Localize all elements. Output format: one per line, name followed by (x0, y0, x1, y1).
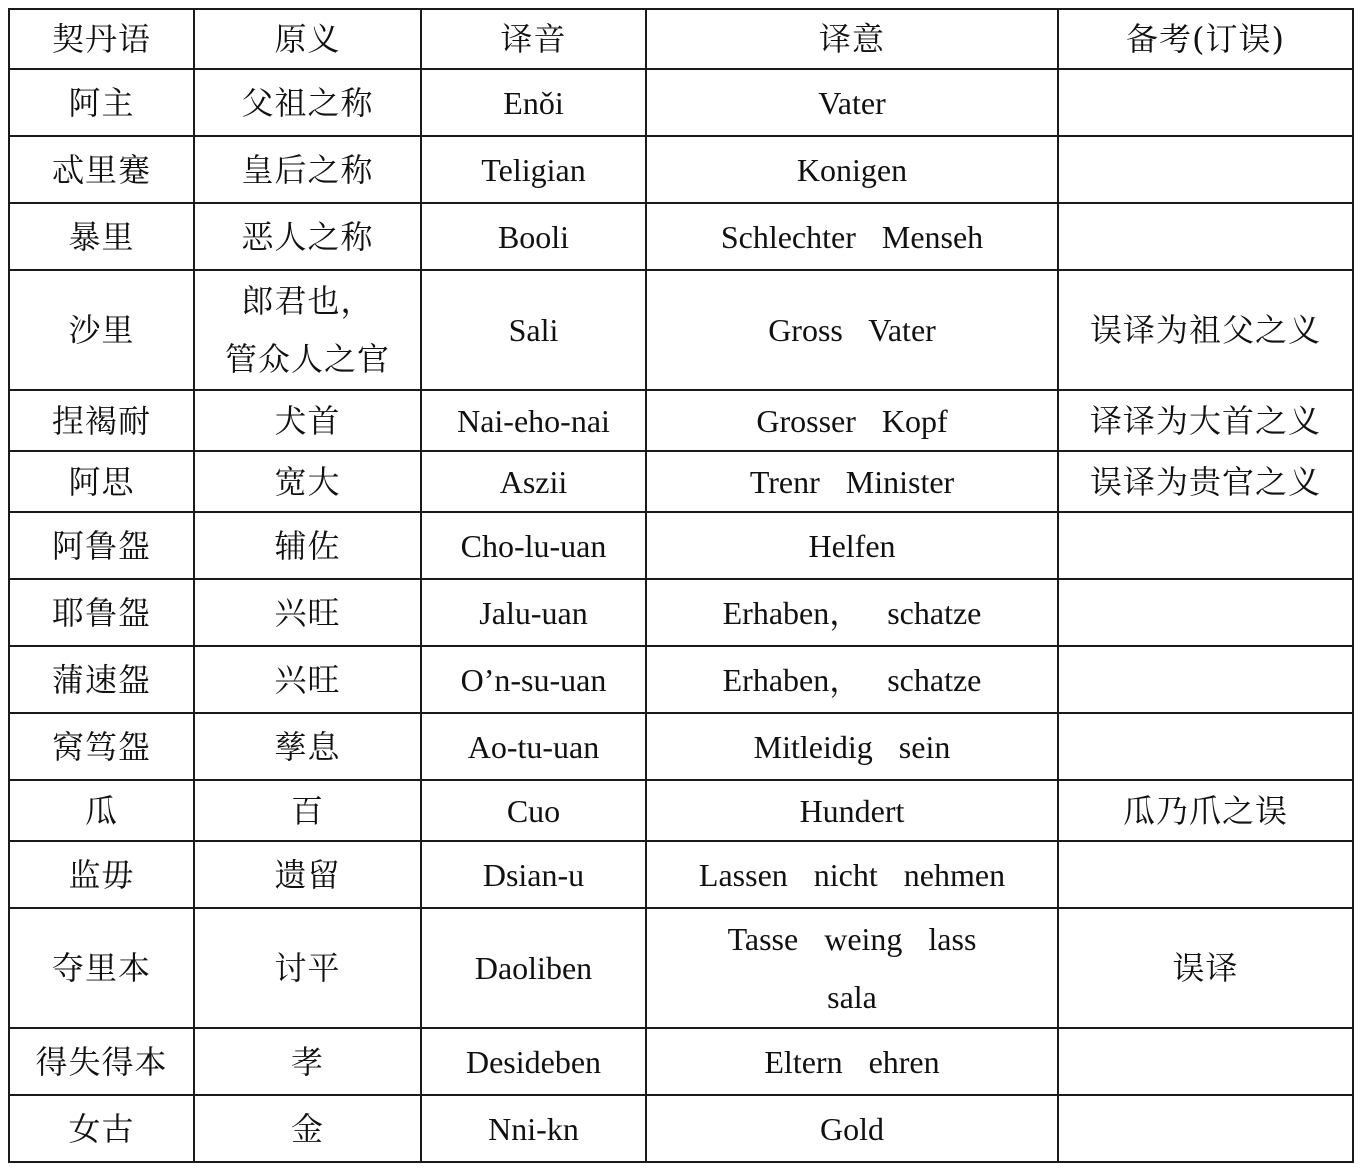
table-body (9, 69, 1353, 1162)
transliteration-cell (421, 841, 646, 908)
original-meaning-cell (194, 69, 421, 136)
translation-cell-text: Helfen (808, 527, 896, 564)
transliteration-cell-text: Ao-tu-uan (467, 728, 600, 765)
table-row (9, 136, 1353, 203)
khitan-word-cell (9, 136, 194, 203)
header-translation: 译意 (646, 9, 1058, 69)
original-meaning-cell-text: 父祖之称 (241, 83, 374, 122)
translation-cell-text: Trenr Minister (749, 463, 955, 500)
original-meaning-cell (194, 512, 421, 579)
translation-cell-text: Erhaben， schatze (722, 661, 982, 698)
khitan-word-cell (9, 203, 194, 270)
original-meaning-cell-text: 犬首 (274, 401, 341, 440)
original-meaning-cell-text: 皇后之称 (241, 150, 374, 189)
translation-cell (646, 1095, 1058, 1162)
transliteration-cell (421, 270, 646, 390)
table-row (9, 512, 1353, 579)
table-row (9, 451, 1353, 512)
original-meaning-cell-text: 兴旺 (274, 660, 341, 699)
original-meaning-cell-text: 金 (290, 1109, 324, 1148)
table-row (9, 203, 1353, 270)
khitan-word-cell-text: 阿思 (68, 462, 135, 501)
khitan-word-cell (9, 451, 194, 512)
khitan-word-cell (9, 1095, 194, 1162)
note-cell-text: 误译为祖父之义 (1089, 311, 1321, 349)
transliteration-cell (421, 1095, 646, 1162)
translation-cell (646, 390, 1058, 451)
original-meaning-cell (194, 579, 421, 646)
note-cell (1058, 1095, 1353, 1162)
translation-cell (646, 841, 1058, 908)
khitan-word-cell (9, 512, 194, 579)
transliteration-cell (421, 579, 646, 646)
translation-cell (646, 270, 1058, 390)
translation-cell-text: Tasse weing lass sala (727, 921, 977, 1015)
note-cell (1058, 451, 1353, 512)
translation-cell (646, 69, 1058, 136)
translation-cell-text: Mitleidig sein (753, 728, 951, 765)
translation-cell-text: Lassen nicht nehmen (698, 856, 1006, 893)
khitan-word-cell-text: 沙里 (68, 311, 135, 349)
original-meaning-cell (194, 203, 421, 270)
translation-cell (646, 451, 1058, 512)
note-cell (1058, 841, 1353, 908)
original-meaning-cell-text: 恶人之称 (241, 217, 374, 256)
transliteration-cell (421, 713, 646, 780)
transliteration-cell-text: Booli (497, 218, 570, 255)
khitan-word-cell (9, 390, 194, 451)
transliteration-cell (421, 390, 646, 451)
transliteration-cell (421, 908, 646, 1028)
khitan-word-cell (9, 713, 194, 780)
khitan-word-cell (9, 841, 194, 908)
transliteration-cell-text: Nni-kn (488, 1110, 579, 1147)
original-meaning-cell (194, 1095, 421, 1162)
khitan-word-cell-text: 阿主 (68, 83, 135, 122)
khitan-word-cell-text: 夺里本 (51, 949, 151, 987)
translation-cell (646, 908, 1058, 1028)
transliteration-cell-text: Aszii (499, 463, 568, 500)
original-meaning-cell (194, 1028, 421, 1095)
original-meaning-cell (194, 136, 421, 203)
header-row (9, 9, 1353, 69)
original-meaning-cell-text: 孳息 (274, 727, 341, 766)
translation-cell (646, 646, 1058, 713)
transliteration-cell-text: Dsian-u (482, 856, 585, 893)
khitan-vocabulary-table (8, 8, 1354, 1163)
original-meaning-cell (194, 646, 421, 713)
note-cell (1058, 713, 1353, 780)
original-meaning-cell (194, 780, 421, 841)
original-meaning-cell (194, 270, 421, 390)
transliteration-cell-text: Nai-eho-nai (457, 402, 610, 439)
khitan-word-cell-text: 捏褐耐 (51, 401, 151, 440)
note-cell (1058, 203, 1353, 270)
translation-cell-text: Schlechter Menseh (720, 218, 984, 255)
transliteration-cell-text: Sali (508, 312, 559, 348)
note-cell (1058, 512, 1353, 579)
khitan-word-cell (9, 646, 194, 713)
note-cell (1058, 1028, 1353, 1095)
note-cell (1058, 69, 1353, 136)
translation-cell (646, 713, 1058, 780)
translation-cell (646, 203, 1058, 270)
translation-cell (646, 1028, 1058, 1095)
translation-cell-text: Vater (818, 84, 886, 121)
note-cell (1058, 646, 1353, 713)
translation-cell-text: Gross Vater (768, 312, 936, 348)
original-meaning-cell-text: 兴旺 (274, 593, 341, 632)
transliteration-cell (421, 69, 646, 136)
khitan-word-cell-text: 瓜 (84, 791, 118, 830)
translation-cell-text: Eltern ehren (764, 1043, 940, 1080)
note-cell (1058, 390, 1353, 451)
transliteration-cell (421, 646, 646, 713)
note-cell-text: 瓜乃爪之误 (1122, 791, 1288, 830)
original-meaning-cell-text: 宽大 (274, 462, 341, 501)
translation-cell-text: Grosser Kopf (756, 402, 948, 439)
table-row (9, 390, 1353, 451)
original-meaning-cell (194, 713, 421, 780)
original-meaning-cell (194, 841, 421, 908)
transliteration-cell-text: Desideben (465, 1043, 602, 1080)
translation-cell (646, 579, 1058, 646)
khitan-word-cell (9, 579, 194, 646)
table-row (9, 579, 1353, 646)
khitan-word-cell-text: 得失得本 (35, 1042, 168, 1081)
header-transliteration: 译音 (421, 9, 646, 69)
transliteration-cell-text: Daoliben (474, 950, 593, 986)
table-row (9, 1095, 1353, 1162)
khitan-word-cell (9, 908, 194, 1028)
transliteration-cell-text: Enǒi (503, 84, 564, 121)
note-cell (1058, 579, 1353, 646)
khitan-word-cell (9, 270, 194, 390)
transliteration-cell-text: O’n-su-uan (460, 661, 607, 698)
translation-cell-text: Konigen (796, 151, 908, 188)
table-row (9, 270, 1353, 390)
khitan-word-cell (9, 69, 194, 136)
note-cell (1058, 270, 1353, 390)
transliteration-cell (421, 203, 646, 270)
note-cell (1058, 908, 1353, 1028)
translation-cell-text: Erhaben， schatze (722, 594, 982, 631)
original-meaning-cell-text: 遗留 (274, 855, 341, 894)
khitan-word-cell (9, 780, 194, 841)
note-cell (1058, 780, 1353, 841)
translation-cell (646, 136, 1058, 203)
note-cell-text: 误译 (1172, 949, 1239, 987)
translation-cell-text: Gold (820, 1110, 884, 1147)
khitan-word-cell-text: 监毋 (68, 855, 135, 894)
table-row (9, 69, 1353, 136)
transliteration-cell (421, 451, 646, 512)
transliteration-cell (421, 136, 646, 203)
khitan-word-cell-text: 女古 (68, 1109, 135, 1148)
transliteration-cell-text: Cho-lu-uan (460, 527, 607, 564)
table-row (9, 908, 1353, 1028)
khitan-word-cell-text: 蒲速盌 (51, 660, 151, 699)
khitan-word-cell-text: 窝笃盌 (51, 727, 151, 766)
original-meaning-cell-text: 百 (290, 791, 324, 830)
table-row (9, 780, 1353, 841)
header-notes: 备考(订误) (1058, 9, 1353, 69)
translation-cell-text: Hundert (799, 792, 905, 829)
note-cell-text: 译译为大首之义 (1089, 401, 1321, 440)
translation-cell (646, 780, 1058, 841)
original-meaning-cell-text: 孝 (290, 1042, 324, 1081)
transliteration-cell (421, 512, 646, 579)
table-row (9, 646, 1353, 713)
table-row (9, 1028, 1353, 1095)
original-meaning-cell-text: 讨平 (274, 949, 341, 987)
khitan-word-cell-text: 忒里蹇 (51, 150, 151, 189)
transliteration-cell-text: Teligian (481, 151, 586, 188)
note-cell (1058, 136, 1353, 203)
transliteration-cell (421, 1028, 646, 1095)
khitan-word-cell-text: 阿鲁盌 (51, 526, 151, 565)
transliteration-cell-text: Cuo (506, 792, 561, 829)
original-meaning-cell (194, 908, 421, 1028)
original-meaning-cell-text: 辅佐 (274, 526, 341, 565)
table-row (9, 713, 1353, 780)
original-meaning-cell (194, 451, 421, 512)
khitan-word-cell-text: 暴里 (68, 217, 135, 256)
transliteration-cell-text: Jalu-uan (479, 594, 588, 631)
khitan-word-cell (9, 1028, 194, 1095)
header-original-meaning: 原义 (194, 9, 421, 69)
transliteration-cell (421, 780, 646, 841)
khitan-word-cell-text: 耶鲁盌 (51, 593, 151, 632)
header-khitan: 契丹语 (9, 9, 194, 69)
original-meaning-cell-text: 郎君也， 管众人之官 (224, 282, 390, 378)
translation-cell (646, 512, 1058, 579)
original-meaning-cell (194, 390, 421, 451)
note-cell-text: 误译为贵官之义 (1089, 462, 1321, 501)
table-row (9, 841, 1353, 908)
